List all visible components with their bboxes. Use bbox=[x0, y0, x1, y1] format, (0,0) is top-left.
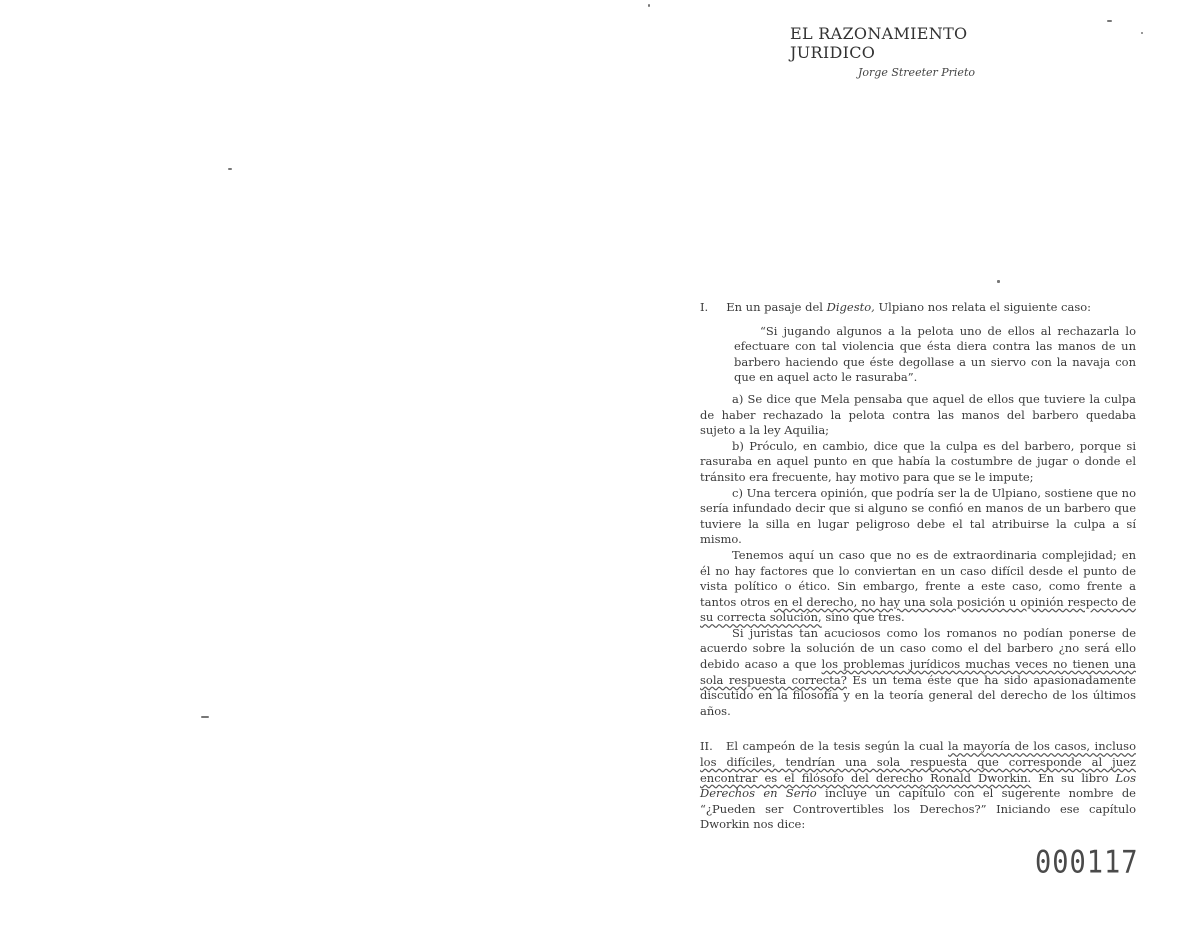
digesto-title: Digesto, bbox=[826, 300, 875, 314]
paragraph-text-end: sino que tres. bbox=[821, 610, 905, 625]
paragraph-text-end: Es un tema éste que ha sido apasionadamente discutido en la filosofía y en la teoría general del derecho de los últimos años. bbox=[700, 672, 1137, 718]
intro-text-end: Ulpiano nos relata el siguiente caso: bbox=[874, 300, 1092, 314]
option-a: a) Se dice que Mela pensaba que aquel de ellos que tuviere la culpa de haber rechazado la pelota contra las manos del barbero quedaba sujeto a la ley Aquilia; bbox=[700, 391, 1136, 438]
section-1-intro-text bbox=[726, 300, 1091, 316]
section-2-paragraph bbox=[700, 739, 1136, 833]
paragraph-text-end: incluye un capítulo con el sugerente nombre de “¿Pueden ser Controvertibles los Derechos?” Iniciando ese capítulo Dworkin nos dice: bbox=[700, 786, 1136, 832]
scan-speck bbox=[1141, 32, 1143, 34]
paragraph-case-complexity bbox=[700, 548, 1136, 626]
page-stamp-number: 000117 bbox=[1035, 845, 1139, 881]
section-1-intro bbox=[700, 300, 1136, 316]
section-1-number: I. bbox=[700, 300, 709, 314]
paragraph-text: Si juristas tan acuciosos como los romanos no podían ponerse de acuerdo sobre la solución de un caso como el del barbero ¿no será ello debido acaso a que bbox=[700, 625, 1136, 672]
document-title: EL RAZONAMIENTO JURIDICO bbox=[790, 24, 968, 62]
underlined-text: los problemas jurídicos muchas veces no tienen una sola respuesta correcta? bbox=[700, 657, 1136, 687]
paragraph-single-answer bbox=[700, 626, 1136, 720]
book-title: Los Derechos en Serio bbox=[700, 770, 1136, 801]
option-c: c) Una tercera opinión, que podría ser la de Ulpiano, sostiene que no sería infundado decir que si alguno se confió en manos de un barbero que tuviere la silla en lugar peligroso debe el tal atribuirse la culpa a sí mismo. bbox=[700, 485, 1136, 547]
document-body bbox=[700, 300, 1136, 833]
ulpiano-quote: “Si jugando algunos a la pelota uno de ellos al rechazarla lo efectuare con tal violencia que ésta diera contra las manos de un barbero haciendo que éste degollase a un siervo con la navaja con que en aquel acto le rasuraba”. bbox=[734, 323, 1136, 385]
scan-speck bbox=[997, 280, 1000, 283]
paragraph-text: Tenemos aquí un caso que no es de extraordinaria complejidad; en él no hay factores que lo conviertan en un caso difícil desde el punto de vista político o ético. Sin embargo, frente a este caso, como frente a tantos otros bbox=[700, 547, 1136, 609]
section-2-number: II. bbox=[700, 739, 713, 754]
underlined-text: la mayoría de los casos, incluso los difíciles, tendrían una sola respuesta que corresponde al juez encontrar es el filósofo del derecho Ronald Dworkin. bbox=[700, 739, 1136, 785]
document-author: Jorge Streeter Prieto bbox=[858, 66, 975, 79]
option-b: b) Próculo, en cambio, dice que la culpa es del barbero, porque si rasuraba en aquel punto en que había la costumbre de jugar o donde el tránsito era frecuente, hay motivo para que se le impute; bbox=[700, 438, 1136, 484]
paragraph-text: En su libro bbox=[1031, 770, 1116, 785]
scan-speck bbox=[201, 716, 209, 718]
intro-text: En un pasaje del bbox=[726, 300, 827, 314]
scan-speck bbox=[228, 168, 232, 170]
scan-speck bbox=[648, 4, 650, 7]
scan-speck bbox=[1107, 20, 1112, 22]
underlined-text: en el derecho, no hay una sola posición u opinión respecto de su correcta solución, bbox=[700, 594, 1136, 625]
paragraph-text: El campeón de la tesis según la cual bbox=[726, 739, 949, 754]
